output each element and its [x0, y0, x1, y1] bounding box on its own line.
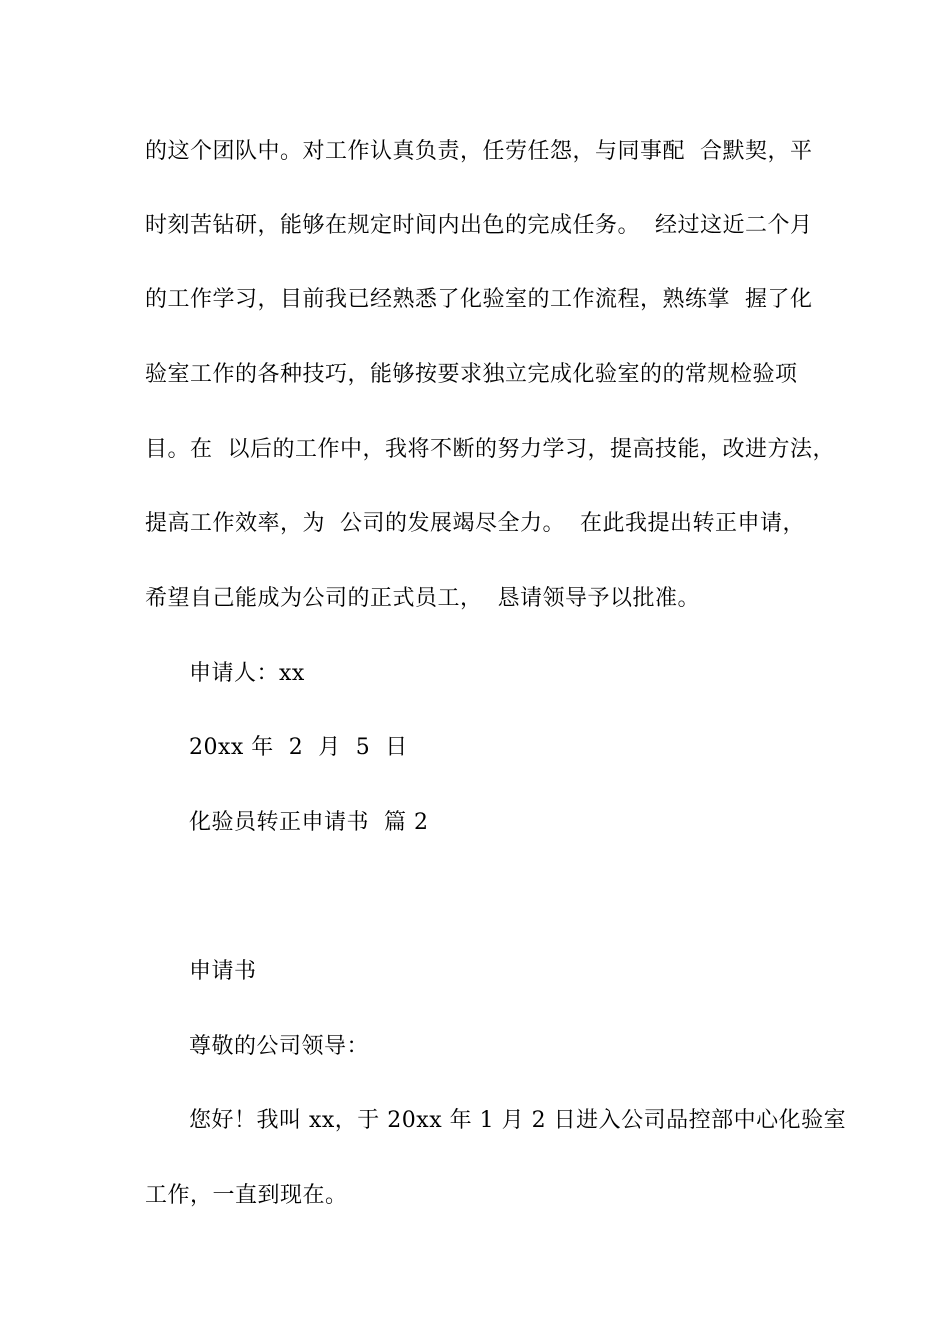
salutation: 尊敬的公司领导： — [189, 1034, 370, 1059]
paragraph-line-2: 时刻苦钻研，能够在规定时间内出色的完成任务。 经过这近二个月 — [145, 213, 813, 238]
heading: 申请书 — [189, 959, 257, 984]
applicant-line: 申请人：xx — [189, 661, 305, 686]
paragraph-line-6: 提高工作效率，为 公司的发展竭尽全力。 在此我提出转正申请， — [145, 511, 805, 536]
paragraph-line-1: 的这个团队中。对工作认真负责，任劳任怨，与同事配 合默契，平 — [145, 139, 813, 164]
date-line: 20xx 年 2 月 5 日 — [189, 735, 408, 760]
section-title: 化验员转正申请书 篇 2 — [189, 810, 429, 835]
paragraph-line-3: 的工作学习，目前我已经熟悉了化验室的工作流程，熟练掌 握了化 — [145, 287, 813, 312]
paragraph-line-5: 目。在 以后的工作中，我将不断的努力学习，提高技能，改进方法， — [145, 437, 835, 462]
intro-line-1: 您好！我叫 xx，于 20xx 年 1 月 2 日进入公司品控部中心化验室 — [189, 1108, 847, 1133]
paragraph-line-4: 验室工作的各种技巧，能够按要求独立完成化验室的的常规检验项 — [145, 362, 798, 387]
paragraph-line-7: 希望自己能成为公司的正式员工， 恳请领导予以批准。 — [145, 586, 700, 611]
intro-line-2: 工作，一直到现在。 — [145, 1183, 348, 1208]
